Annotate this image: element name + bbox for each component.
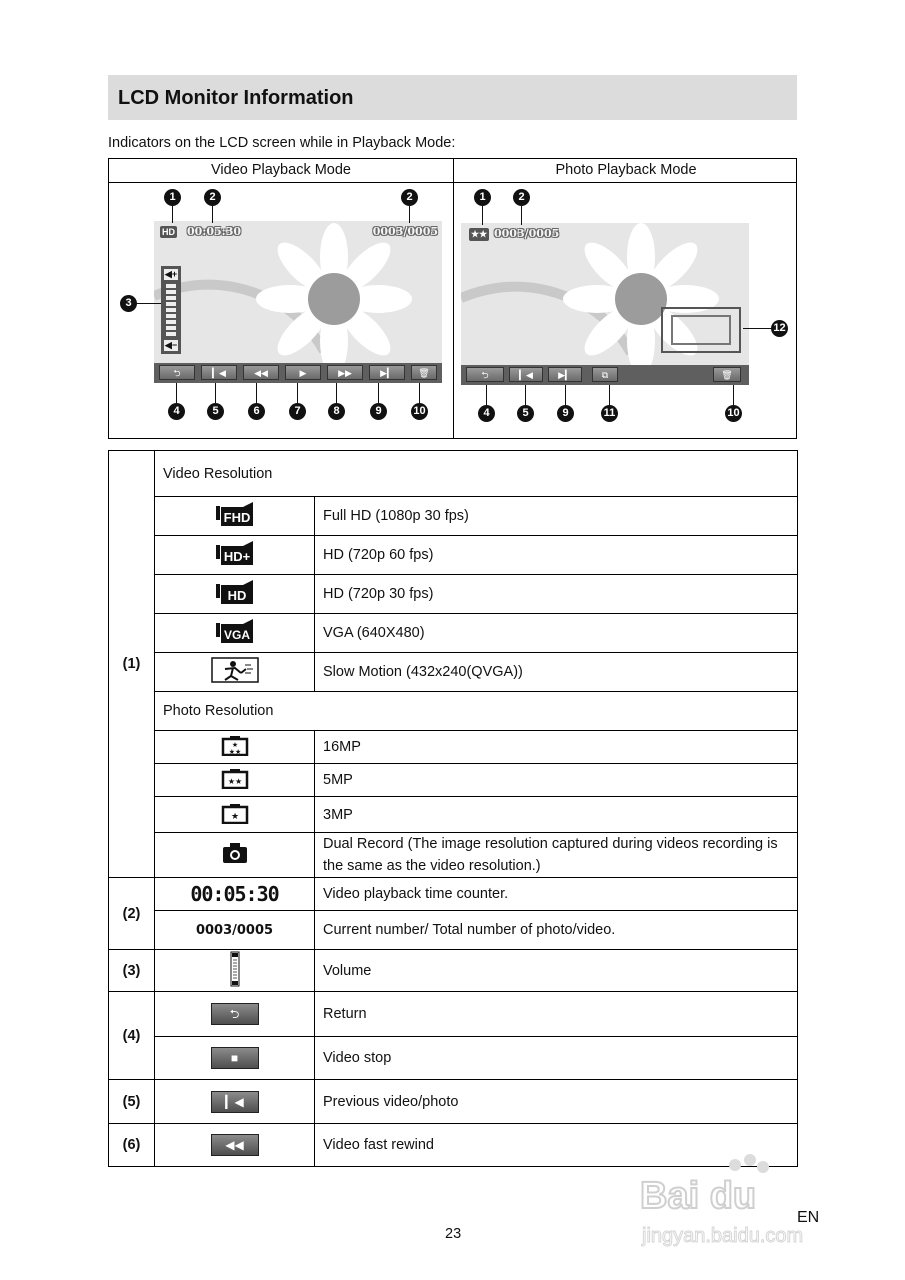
svg-text:VGA: VGA: [223, 628, 250, 642]
callout-2: 2: [513, 189, 530, 206]
return-description: Return: [315, 992, 798, 1037]
sunflower-image: [154, 221, 442, 383]
photo-resolution-label: Photo Resolution: [155, 692, 798, 731]
callout-2: 2: [401, 189, 418, 206]
callout-8: 8: [328, 403, 345, 420]
video-toolbar: [154, 363, 442, 383]
video-res-description: HD (720p 30 fps): [315, 575, 798, 614]
delete-button[interactable]: 🗑: [713, 367, 741, 382]
vga-icon: [155, 614, 315, 653]
photo-res-description: 16MP: [315, 731, 798, 764]
return-button[interactable]: ⮌: [159, 365, 195, 380]
callout-4: 4: [478, 405, 495, 422]
dual-record-camera-icon: [155, 833, 315, 878]
rewind-button[interactable]: ◀◀: [243, 365, 279, 380]
svg-text:★: ★: [231, 742, 238, 749]
video-res-description: VGA (640X480): [315, 614, 798, 653]
photo-3mp-icon: [155, 797, 315, 833]
callout-7: 7: [289, 403, 306, 420]
callout-9: 9: [370, 403, 387, 420]
previous-icon: ▎◀: [155, 1080, 315, 1124]
callout-4: 4: [168, 403, 185, 420]
callout-10: 10: [411, 403, 428, 420]
osd-file-counter: 0003/0005: [494, 227, 560, 240]
video-res-description: Slow Motion (432x240(QVGA)): [315, 653, 798, 692]
hd-resolution-tag: HD: [162, 227, 175, 237]
file-counter-icon: 0003/0005: [155, 911, 315, 950]
page-number: 23: [445, 1226, 462, 1242]
previous-button[interactable]: ▎◀: [201, 365, 237, 380]
time-counter-description: Video playback time counter.: [315, 878, 798, 911]
photo-5mp-icon: [155, 764, 315, 797]
row-number: (1): [109, 451, 155, 878]
hd-plus-icon: [155, 536, 315, 575]
photo-16mp-icon: [155, 731, 315, 764]
play-button[interactable]: ▶: [285, 365, 321, 380]
zoom-navigator-box: [661, 307, 741, 353]
stop-description: Video stop: [315, 1037, 798, 1080]
sunflower-image: [461, 223, 749, 385]
osd-time-counter: 00:05:30: [187, 225, 242, 238]
section-title-bar: [108, 75, 797, 120]
previous-button[interactable]: ▎◀: [509, 367, 543, 382]
callout-3: 3: [120, 295, 137, 312]
row-number: (6): [109, 1124, 155, 1167]
callout-1: 1: [474, 189, 491, 206]
row-number: (5): [109, 1080, 155, 1124]
photo-screen: [461, 223, 749, 385]
time-counter-icon: 00:05:30: [155, 878, 315, 911]
slow-motion-icon: [155, 653, 315, 692]
rotate-button[interactable]: ⧉: [592, 367, 618, 382]
svg-text:HD+: HD+: [223, 549, 250, 564]
callout-5: 5: [517, 405, 534, 422]
callout-11: 11: [601, 405, 618, 422]
callout-2: 2: [204, 189, 221, 206]
callout-10: 10: [725, 405, 742, 422]
language-label: EN: [797, 1209, 820, 1226]
fast-forward-button[interactable]: ▶▶: [327, 365, 363, 380]
baidu-watermark-logo: [640, 1150, 850, 1250]
return-button[interactable]: ⮌: [466, 367, 504, 382]
intro-text: Indicators on the LCD screen while in Playback Mode:: [108, 135, 456, 151]
volume-icon: [155, 950, 315, 992]
previous-description: Previous video/photo: [315, 1080, 798, 1124]
video-screen: [154, 221, 442, 383]
return-icon: ⮌: [155, 992, 315, 1037]
fhd-icon: [155, 497, 315, 536]
next-button[interactable]: ▶▎: [369, 365, 405, 380]
page-title: LCD Monitor Information: [118, 87, 354, 109]
hd-icon: [155, 575, 315, 614]
photo-resolution-icon: ★★: [471, 229, 488, 239]
photo-res-description: Dual Record (The image resolution captured during videos recording is the same as the video resolution.): [315, 833, 798, 878]
volume-up-icon: ◀+: [164, 269, 178, 279]
callout-12: 12: [771, 320, 788, 337]
file-counter-description: Current number/ Total number of photo/video.: [315, 911, 798, 950]
video-playback-header: Video Playback Mode: [211, 162, 351, 178]
rewind-icon: ◀◀: [155, 1124, 315, 1167]
svg-text:★★: ★★: [228, 749, 241, 756]
volume-bar[interactable]: [161, 266, 181, 354]
rewind-description: Video fast rewind: [315, 1124, 798, 1167]
indicator-table: [108, 450, 798, 1167]
photo-res-description: 3MP: [315, 797, 798, 833]
video-res-description: Full HD (1080p 30 fps): [315, 497, 798, 536]
osd-file-counter: 0003/0005: [372, 225, 438, 238]
row-number: (2): [109, 878, 155, 950]
svg-text:★★: ★★: [227, 777, 242, 786]
svg-text:FHD: FHD: [223, 510, 250, 525]
callout-9: 9: [557, 405, 574, 422]
photo-playback-header: Photo Playback Mode: [555, 162, 697, 178]
photo-toolbar: [461, 365, 749, 385]
svg-text:HD: HD: [227, 588, 246, 603]
svg-text:★: ★: [230, 810, 239, 821]
callout-5: 5: [207, 403, 224, 420]
svg-text:jingyan.baidu.com: jingyan.baidu.com: [642, 1225, 804, 1247]
svg-text:Bai du: Bai du: [640, 1175, 757, 1217]
row-number: (4): [109, 992, 155, 1080]
next-button[interactable]: ▶▎: [548, 367, 582, 382]
video-resolution-label: Video Resolution: [155, 451, 798, 497]
volume-description: Volume: [315, 950, 798, 992]
delete-button[interactable]: 🗑: [411, 365, 437, 380]
video-res-description: HD (720p 60 fps): [315, 536, 798, 575]
callout-6: 6: [248, 403, 265, 420]
stop-icon: ■: [155, 1037, 315, 1080]
row-number: (3): [109, 950, 155, 992]
photo-res-description: 5MP: [315, 764, 798, 797]
callout-1: 1: [164, 189, 181, 206]
volume-down-icon: ◀−: [164, 340, 178, 350]
playback-figure: [108, 158, 797, 439]
